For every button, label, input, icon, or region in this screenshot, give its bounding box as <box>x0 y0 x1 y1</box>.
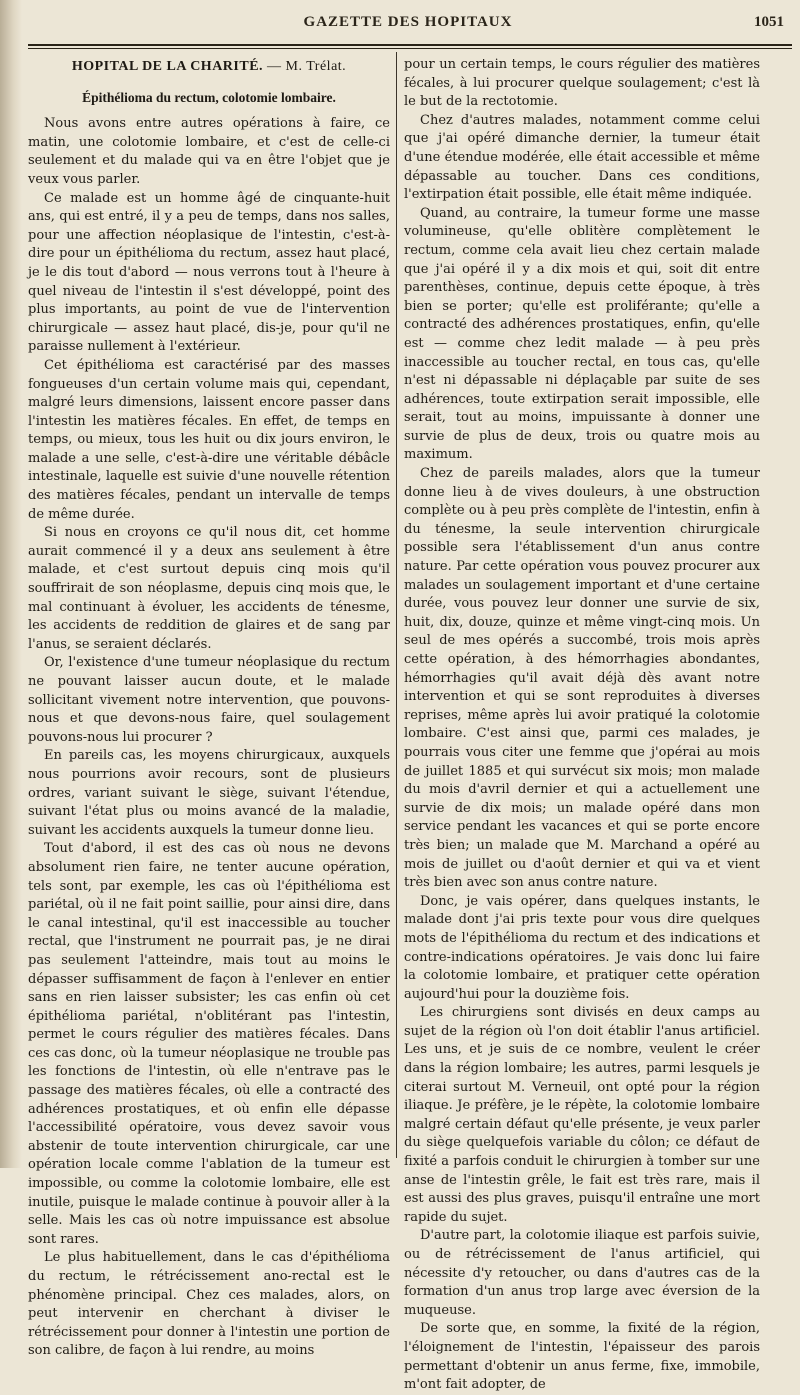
paragraph: Chez d'autres malades, notamment comme celui que j'ai opéré dimanche dernier, la tumeur était d'une étendue modérée, elle était accessible et même dépassable au toucher. Dans ces conditions, l'extirpation était possible, elle était même indiquée. <box>404 112 760 203</box>
paragraph: En pareils cas, les moyens chirurgicaux, auxquels nous pourrions avoir recours, sont de plusieurs ordres, variant suivant le siège, suivant l'étendue, suivant l'état plus ou moins avancé de la maladie, suivant les accidents auxquels la tumeur donne lieu. <box>28 748 390 838</box>
surgeon-name: — M. Trélat. <box>267 59 347 74</box>
header-rule-thin <box>28 48 792 49</box>
paragraph: Ce malade est un homme âgé de cinquante-huit ans, qui est entré, il y a peu de temps, dans nos salles, pour une affection néoplasique de l'intestin, c'est-à-dire pour un épithélioma du rectum, assez haut placé, je le dis tout d'abord — nous verrons tout à l'heure à quel niveau de l'intestin il s'est développé, point des plus importants, au point de vue de l'intervention chirurgicale — assez haut placé, dis-je, pour qu'il ne paraisse nullement à l'extérieur. <box>28 190 390 355</box>
paragraph: Le plus habituellement, dans le cas d'épithélioma du rectum, le rétrécissement ano-rectal est le phénomène principal. Chez ces malades, alors, on peut intervenir en cherchant à diviser le rétrécissement pour donner à l'intestin une portion de son calibre, de façon à lui rendre, au moins <box>28 1250 390 1359</box>
section-heading <box>28 58 390 77</box>
paragraph: D'autre part, la colotomie iliaque est parfois suivie, ou de rétrécissement de l'anus artificiel, qui nécessite d'y retoucher, ou dans d'autres cas de la formation d'un anus trop large avec éversion de la muqueuse. <box>404 1228 760 1318</box>
paragraph: Cet épithélioma est caractérisé par des masses fongueuses d'un certain volume mais qui, cependant, malgré leurs dimensions, laissent encore passer dans l'intestin les matières fécales. En effet, de temps en temps, ou mieux, tous les huit ou dix jours environ, le malade a une selle, c'est-à-dire une véritable débâcle intestinale, laquelle est suivie d'une nouvelle rétention des matières fécales, pendant un intervalle de temps de même durée. <box>28 357 390 522</box>
paragraph: Si nous en croyons ce qu'il nous dit, cet homme aurait commencé il y a deux ans seulement à être malade, et c'est surtout depuis cinq mois qu'il souffrirait de son néoplasme, depuis cinq mois que, le mal continuant à évoluer, les accidents de ténesme, les accidents de reddition de glaires et de sang par l'anus, se seraient déclarés. <box>28 525 390 652</box>
page-number: 1051 <box>754 14 784 30</box>
running-title: GAZETTE DES HOPITAUX <box>303 14 513 30</box>
paragraph: Or, l'existence d'une tumeur néoplasique du rectum ne pouvant laisser aucun doute, et le malade sollicitant vivement notre intervention, que pouvons-nous et que devons-nous faire, quel soulagement pouvons-nous lui procurer ? <box>28 655 390 745</box>
paragraph: De sorte que, en somme, la fixité de la région, l'éloignement de l'intestin, l'épaisseur des parois permettant d'obtenir un anus ferme, fixe, immobile, m'ont fait adopter, de <box>404 1321 760 1393</box>
paragraph: Chez de pareils malades, alors que la tumeur donne lieu à de vives douleurs, à une obstruction complète ou à peu près complète de l'intestin, enfin à du ténesme, la seule intervention chirurgicale possible sera l'établissement d'un anus contre nature. Par cette opération vous pouvez procurer aux malades un soulagement important et d'une certaine durée, vous pouvez leur donner une survie de six, huit, dix, douze, quinze et même vingt-cinq mois. Un seul de mes opérés a succombé, trois mois après cette opération, à des hémorrhagies abondantes, hémorrhagies qu'il avait déjà dès avant notre intervention et qui se sont reproduites à diverses reprises, même après lui avoir pratiqué la colotomie lombaire. C'est ainsi que, parmi ces malades, je pourrais vous citer une femme que j'opérai au mois de juillet 1885 et qui survécut six mois; mon malade du mois d'avril dernier et qui a actuellement une survie de dix mois; un malade opéré dans mon service pendant les vacances et qui se porte encore très bien; un malade que M. Marchand a opéré au mois de juillet ou d'août dernier et qui va et vient très bien avec son anus contre nature. <box>404 466 760 891</box>
column-divider <box>396 52 397 1158</box>
left-column <box>28 56 390 1361</box>
page-header <box>28 10 788 40</box>
paragraph: Tout d'abord, il est des cas où nous ne devons absolument rien faire, ne tenter aucune opération, tels sont, par exemple, les cas où l'épithélioma est pariétal, où il ne fait point saillie, pour ainsi dire, dans le canal intestinal, qu'il est inaccessible au toucher rectal, que l'instrument ne pourrait pas, je ne dirai pas seulement l'atteindre, mais tout au moins le dépasser suffisamment de façon à l'enlever en entier sans en rien laisser subsister; les cas enfin où cet épithélioma pariétal, n'oblitérant pas l'intestin, permet le cours régulier des matières fécales. Dans ces cas donc, où la tumeur néoplasique ne trouble pas les fonctions de l'intestin, où elle n'entrave pas le passage des matières fécales, où elle a contracté des adhérences prostatiques, et où enfin elle dépasse l'accessibilité opératoire, vous devez savoir vous abstenir de toute intervention chirurgicale, car une opération locale comme l'ablation de la tumeur est impossible, ou comme la colotomie lombaire, elle est inutile, puisque le malade continue à pouvoir aller à la selle. Mais les cas où notre impuissance est absolue sont rares. <box>28 841 390 1247</box>
right-column <box>404 56 760 1395</box>
paragraph: Quand, au contraire, la tumeur forme une masse volumineuse, qu'elle oblitère complètement le rectum, comme cela avait lieu chez certain malade que j'ai opéré il y a dix mois et qui, soit dit entre parenthèses, continue, depuis cette époque, à très bien se porter; qu'elle est proliférante; qu'elle a contracté des adhérences prostatiques, enfin, qu'elle est — comme chez ledit malade — à peu près inaccessible au toucher rectal, en tous cas, qu'elle n'est ni dépassable ni déplaçable par suite de ses adhérences, toute extirpation serait impossible, elle serait, tout au moins, impuissante à donner une survie de plus de deux, trois ou quatre mois au maximum. <box>404 205 760 463</box>
hospital-name: HOPITAL DE LA CHARITÉ. <box>71 59 264 74</box>
paragraph: Donc, je vais opérer, dans quelques instants, le malade dont j'ai pris texte pour vous dire quelques mots de l'épithélioma du rectum et des indications et contre-indications opératoires. Je vais donc lui faire la colotomie lombaire, et pratiquer cette opération aujourd'hui pour la douzième fois. <box>404 893 760 1002</box>
paragraph: Les chirurgiens sont divisés en deux camps au sujet de la région où l'on doit établir l'anus artificiel. Les uns, et je suis de ce nombre, veulent le créer dans la région lombaire; les autres, parmi lesquels je citerai surtout M. Verneuil, ont opté pour la région iliaque. Je préfère, je le répète, la colotomie lombaire malgré certain défaut qu'elle présente, je veux parler du siège quelquefois variable du côlon; ce défaut de fixité a parfois conduit le chirurgien à tomber sur une anse de l'intestin grêle, le fait est très rare, mais il est aussi des plus graves, puisqu'il entraîne une mort rapide du sujet. <box>404 1005 760 1225</box>
header-rule <box>28 44 792 46</box>
paragraph: Nous avons entre autres opérations à faire, ce matin, une colotomie lombaire, et c'est de celle-ci seulement et du malade qui va en être l'objet que je veux vous parler. <box>28 116 390 187</box>
binding-shadow <box>0 0 22 1168</box>
paragraph-continuation: pour un certain temps, le cours régulier des matières fécales, à lui procurer quelque soulagement; c'est là le but de la rectotomie. <box>404 57 760 110</box>
article-subject: Épithélioma du rectum, colotomie lombaire. <box>82 89 336 105</box>
